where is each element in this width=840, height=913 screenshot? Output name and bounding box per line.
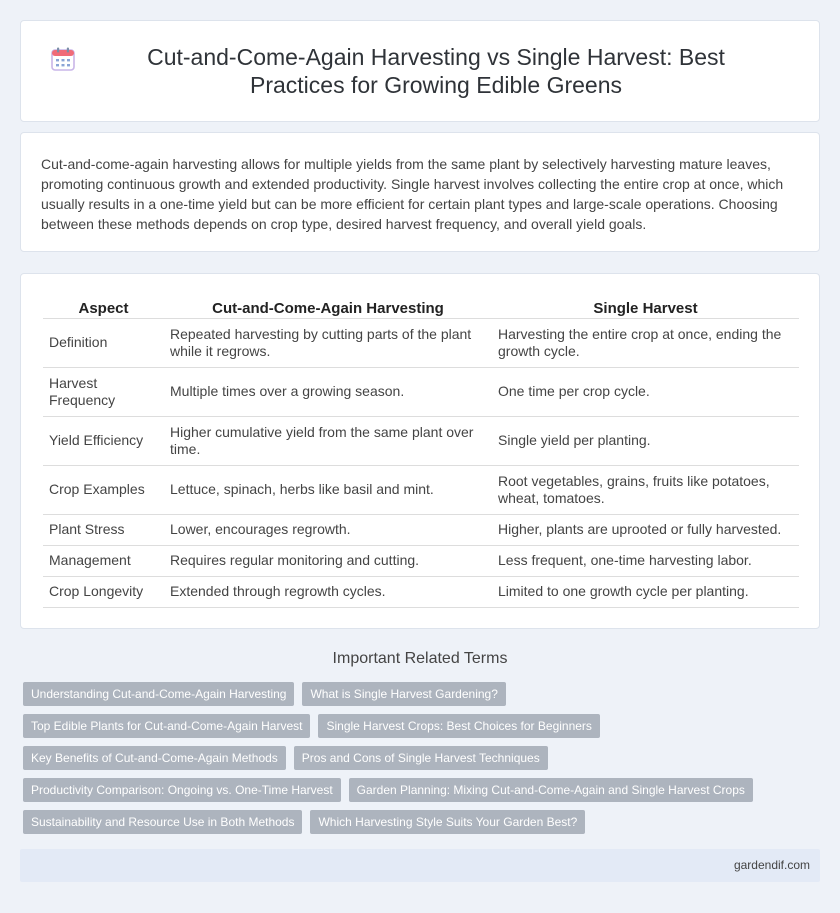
single-harvest-cell: Less frequent, one-time harvesting labor. (492, 545, 799, 576)
related-term-tag[interactable]: What is Single Harvest Gardening? (302, 682, 505, 706)
single-harvest-cell: Root vegetables, grains, fruits like potatoes, wheat, tomatoes. (492, 465, 799, 514)
column-header-single-harvest: Single Harvest (492, 294, 799, 318)
single-harvest-cell: Harvesting the entire crop at once, ending the growth cycle. (492, 318, 799, 367)
table-row (43, 576, 799, 607)
column-header-aspect: Aspect (43, 294, 164, 318)
single-harvest-cell: Higher, plants are uprooted or fully harvested. (492, 514, 799, 545)
table-row (43, 318, 799, 367)
cut-and-come-again-cell: Repeated harvesting by cutting parts of the plant while it regrows. (164, 318, 492, 367)
single-harvest-cell: One time per crop cycle. (492, 367, 799, 416)
column-header-cut-and-come-again: Cut-and-Come-Again Harvesting (164, 294, 492, 318)
aspect-cell: Crop Examples (43, 465, 164, 514)
header-card (20, 20, 820, 122)
cut-and-come-again-cell: Higher cumulative yield from the same plant over time. (164, 416, 492, 465)
page-title: Cut-and-Come-Again Harvesting vs Single Harvest: Best Practices for Growing Edible Greens (147, 44, 725, 98)
cut-and-come-again-cell: Extended through regrowth cycles. (164, 576, 492, 607)
aspect-cell: Crop Longevity (43, 576, 164, 607)
aspect-cell: Definition (43, 318, 164, 367)
related-term-tag[interactable]: Single Harvest Crops: Best Choices for Beginners (318, 714, 599, 738)
aspect-cell: Plant Stress (43, 514, 164, 545)
cut-and-come-again-cell: Lettuce, spinach, herbs like basil and mint. (164, 465, 492, 514)
table-row (43, 367, 799, 416)
related-term-tag[interactable]: Sustainability and Resource Use in Both Methods (23, 810, 302, 834)
comparison-card (20, 273, 820, 629)
table-row (43, 416, 799, 465)
source-link[interactable]: gardendif.com (733, 858, 810, 872)
related-term-tag[interactable]: Productivity Comparison: Ongoing vs. One-Time Harvest (23, 778, 341, 802)
cut-and-come-again-cell: Lower, encourages regrowth. (164, 514, 492, 545)
aspect-cell: Yield Efficiency (43, 416, 164, 465)
comparison-table (43, 294, 799, 608)
table-row (43, 545, 799, 576)
cut-and-come-again-cell: Multiple times over a growing season. (164, 367, 492, 416)
intro-card (20, 132, 820, 252)
related-term-tag[interactable]: Pros and Cons of Single Harvest Techniques (294, 746, 548, 770)
single-harvest-cell: Single yield per planting. (492, 416, 799, 465)
related-term-tag[interactable]: Top Edible Plants for Cut-and-Come-Again Harvest (23, 714, 310, 738)
cut-and-come-again-cell: Requires regular monitoring and cutting. (164, 545, 492, 576)
related-term-tag[interactable]: Garden Planning: Mixing Cut-and-Come-Again and Single Harvest Crops (349, 778, 753, 802)
table-row (43, 514, 799, 545)
aspect-cell: Harvest Frequency (43, 367, 164, 416)
table-header-row (43, 294, 799, 318)
related-terms-list (23, 682, 793, 834)
aspect-cell: Management (43, 545, 164, 576)
footer-bar (20, 849, 820, 882)
single-harvest-cell: Limited to one growth cycle per planting. (492, 576, 799, 607)
table-row (43, 465, 799, 514)
related-term-tag[interactable]: Which Harvesting Style Suits Your Garden Best? (310, 810, 585, 834)
related-term-tag[interactable]: Key Benefits of Cut-and-Come-Again Methods (23, 746, 286, 770)
related-term-tag[interactable]: Understanding Cut-and-Come-Again Harvesting (23, 682, 294, 706)
intro-paragraph: Cut-and-come-again harvesting allows for multiple yields from the same plant by selectively harvesting mature leaves, promoting continuous growth and extended productivity. Single harvest involves collecting the entire crop at once, which usually results in a one-time yield but can be more efficient for certain plant types and large-scale operations. Choosing between these methods depends on crop type, desired harvest frequency, and overall yield goals. (41, 156, 784, 232)
related-terms-heading: Important Related Terms (332, 650, 508, 667)
